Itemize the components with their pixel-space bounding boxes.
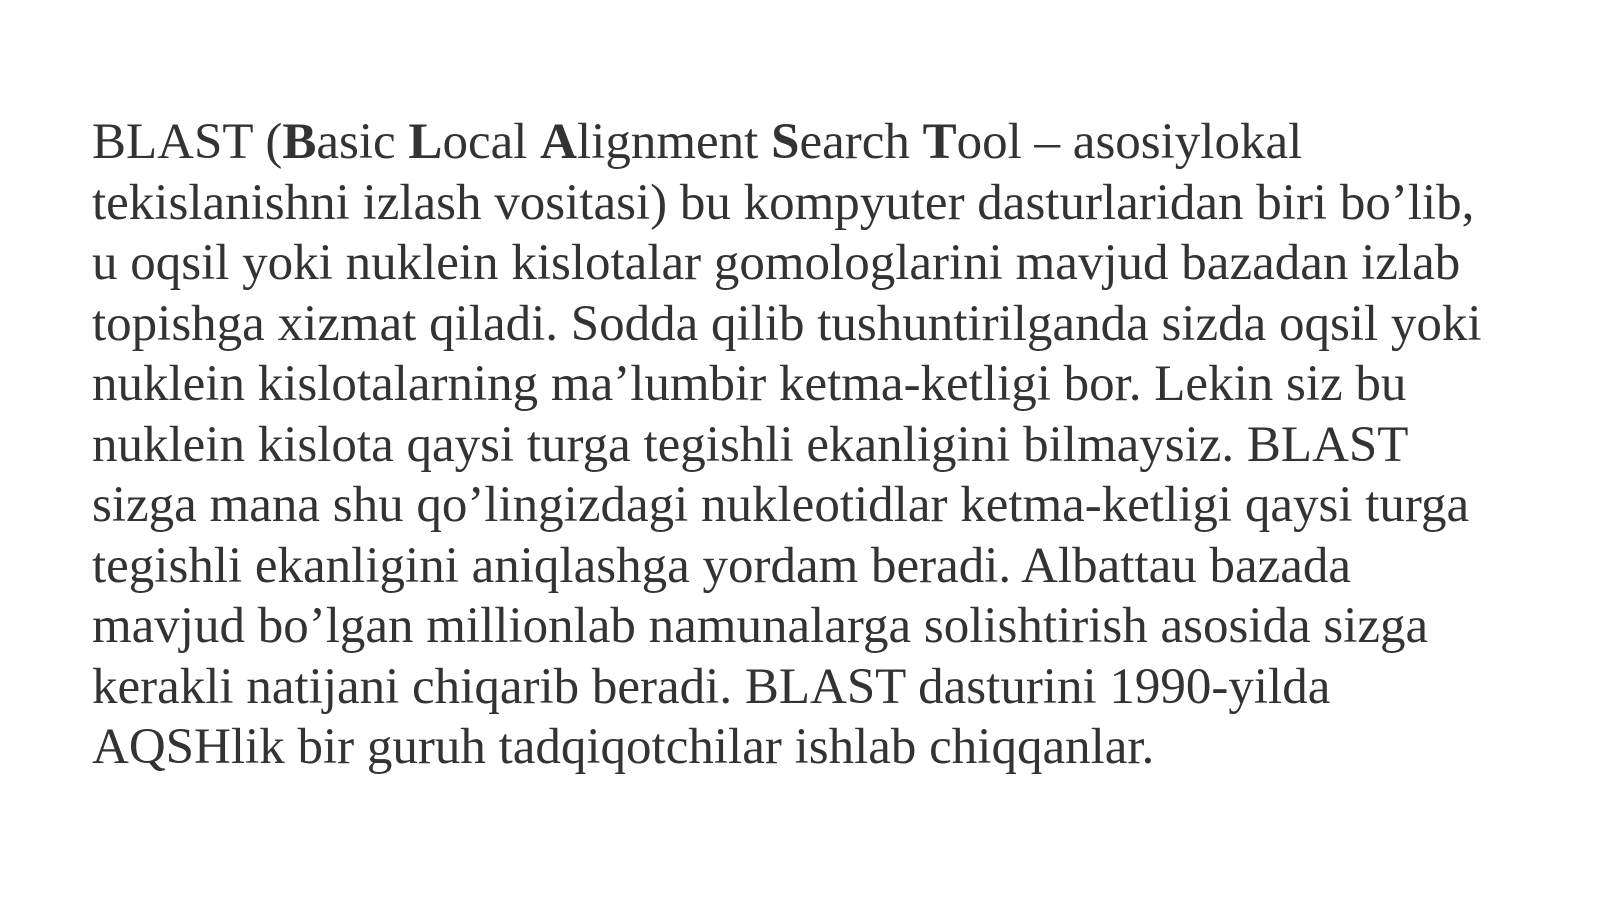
bold-initial: S (771, 114, 800, 170)
text-run: ool – asosiylokal (956, 114, 1303, 170)
text-line-4: topishga xizmat qiladi. Sodda qilib tushuntirilganda sizda oqsil yoki (92, 295, 1482, 352)
bold-initial: B (282, 114, 317, 170)
text-line-1 (92, 112, 1572, 173)
bold-initial: L (408, 114, 443, 170)
text-run: BLAST ( (92, 114, 283, 170)
text-line-5: nuklein kislotalarning ma’lumbir ketma-ketligi bor. Lekin siz bu (92, 356, 1407, 412)
text-run: earch (799, 114, 923, 170)
text-line-8: tegishli ekanligini aniqlashga yordam beradi. Albattau bazada (92, 537, 1352, 594)
body-paragraph (92, 112, 1572, 778)
bold-initial: T (922, 114, 957, 170)
bold-initial: A (540, 114, 577, 170)
text-line-10: kerakli natijani chiqarib beradi. BLAST dasturini 1990-yilda (92, 658, 1331, 715)
text-line-3: u oqsil yoki nuklein kislotalar gomologlarini mavjud bazadan izlab (92, 235, 1461, 291)
text-run: lignment (577, 114, 772, 170)
text-line-9: mavjud bo’lgan millionlab namunalarga solishtirish asosida sizga (92, 598, 1429, 654)
text-line-11: AQSHlik bir guruh tadqiqotchilar ishlab chiqqanlar. (92, 719, 1155, 775)
text-line-7: sizga mana shu qo’lingizdagi nukleotidlar ketma-ketligi qaysi turga (92, 477, 1470, 533)
text-run: ocal (442, 114, 541, 170)
text-run: asic (316, 114, 409, 170)
text-line-6: nuklein kislota qaysi turga tegishli ekanligini bilmaysiz. BLAST (92, 416, 1409, 473)
text-line-2: tekislanishni izlash vositasi) bu kompyuter dasturlaridan biri bo’lib, (92, 174, 1475, 231)
